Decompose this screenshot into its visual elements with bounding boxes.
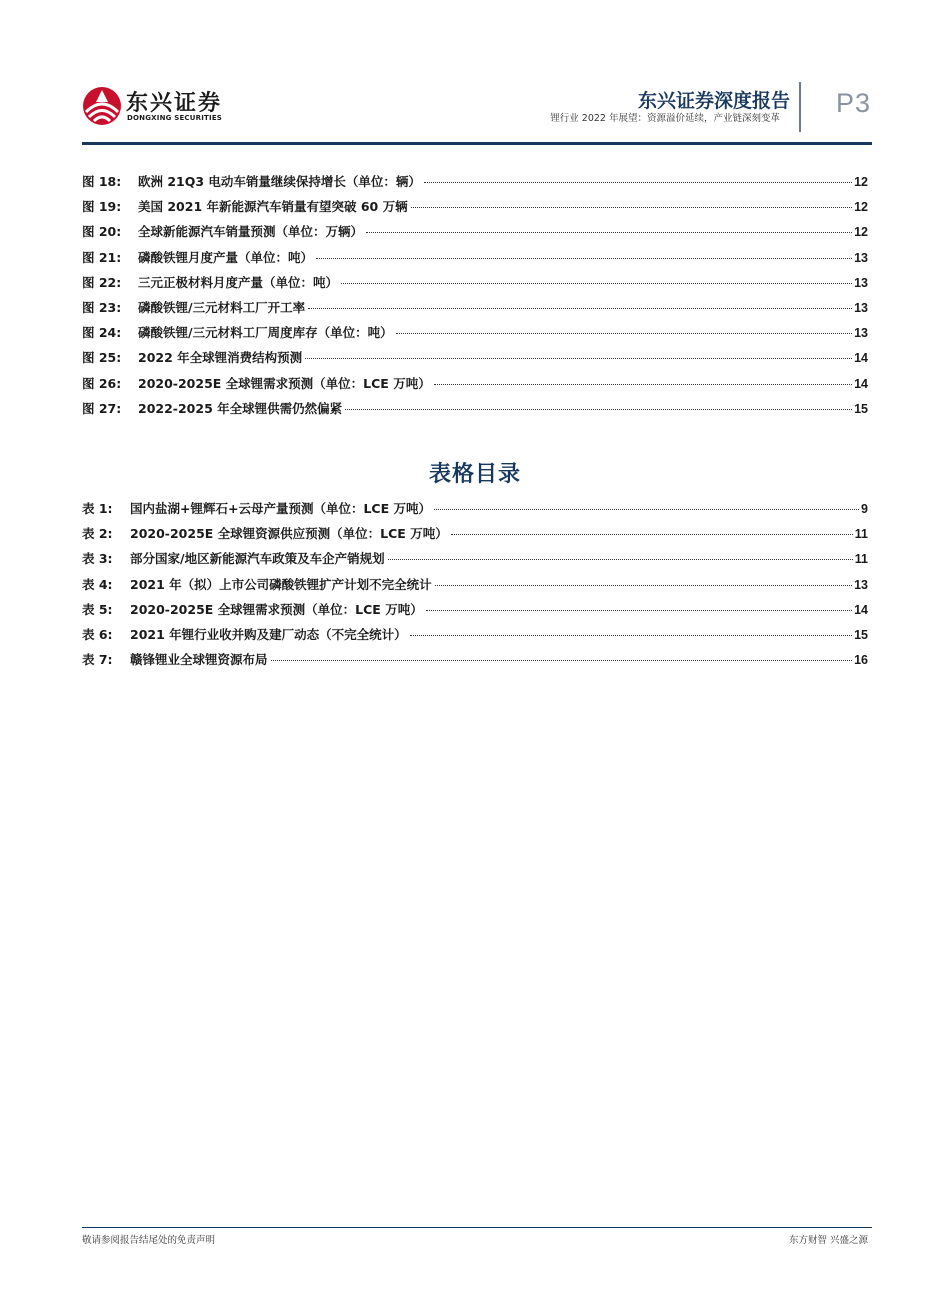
dot-leader	[316, 258, 852, 259]
table-page: 11	[854, 552, 868, 567]
dot-leader	[451, 534, 853, 535]
table-page: 14	[854, 602, 868, 617]
figure-label: 图 26:	[82, 375, 122, 391]
figure-list-item[interactable]	[82, 172, 868, 197]
dot-leader	[426, 610, 852, 611]
table-label: 表 1:	[82, 501, 113, 516]
header-divider	[799, 82, 801, 132]
dot-leader	[434, 384, 852, 385]
table-list	[82, 499, 868, 675]
table-list-item[interactable]	[82, 549, 868, 574]
figure-label: 图 23:	[82, 299, 122, 315]
figure-title: 欧洲 21Q3 电动车销量继续保持增长（单位：辆）	[138, 174, 421, 189]
figure-list	[82, 172, 868, 424]
figure-label: 图 25:	[82, 350, 122, 366]
report-subtitle: 锂行业 2022 年展望：资源溢价延续，产业链深刻变革	[550, 113, 780, 124]
figure-list-item[interactable]	[82, 298, 868, 323]
figure-label: 图 24:	[82, 325, 122, 341]
figure-page: 13	[854, 326, 868, 341]
table-page: 9	[861, 502, 868, 516]
figure-title: 2022-2025 年全球锂供需仍然偏紧	[138, 400, 343, 416]
figure-page: 15	[854, 401, 868, 416]
figure-label: 图 22:	[82, 274, 122, 290]
footer-rule	[82, 1227, 872, 1228]
figure-list-item[interactable]	[82, 374, 868, 399]
table-list-item[interactable]	[82, 650, 868, 675]
table-list-item[interactable]	[82, 600, 868, 625]
table-list-item[interactable]	[82, 625, 868, 650]
page-number: P3	[836, 88, 872, 118]
table-label: 表 4:	[82, 576, 113, 592]
figure-page: 12	[854, 200, 868, 215]
report-type: 东兴证券深度报告	[637, 90, 790, 112]
figure-title: 磷酸铁锂/三元材料工厂开工率	[138, 299, 306, 315]
table-title: 赣锋锂业全球锂资源布局	[130, 652, 268, 668]
dongxing-logo-icon	[82, 86, 122, 126]
figure-title: 三元正极材料月度产量（单位：吨）	[138, 274, 339, 290]
figure-list-item[interactable]	[82, 197, 868, 222]
dot-leader	[434, 509, 859, 510]
dot-leader	[345, 409, 852, 410]
header-rule	[82, 142, 872, 145]
figure-title: 全球新能源汽车销量预测（单位：万辆）	[138, 224, 364, 240]
table-title: 2020-2025E 全球锂资源供应预测（单位：LCE 万吨）	[130, 526, 448, 542]
figure-list-item[interactable]	[82, 399, 868, 424]
figure-page: 13	[854, 275, 868, 290]
figure-label: 图 19:	[82, 199, 122, 215]
figure-list-item[interactable]	[82, 273, 868, 298]
dot-leader	[411, 207, 853, 208]
figure-page: 13	[854, 300, 868, 315]
table-label: 表 2:	[82, 526, 113, 542]
table-list-heading: 表格目录	[428, 462, 521, 487]
figure-list-item[interactable]	[82, 323, 868, 348]
dot-leader	[410, 635, 852, 636]
table-label: 表 3:	[82, 551, 113, 567]
footer-disclaimer: 敬请参阅报告结尾处的免责声明	[82, 1235, 216, 1246]
table-page: 16	[854, 653, 868, 668]
table-page: 13	[854, 577, 868, 592]
figure-page: 12	[854, 225, 868, 240]
figure-label: 图 27:	[82, 400, 122, 416]
figure-page: 12	[854, 175, 868, 189]
figure-list-item[interactable]	[82, 348, 868, 373]
logo-english-name: DONGXING SECURITIES	[127, 114, 223, 122]
table-title: 2021 年锂行业收并购及建厂动态（不完全统计）	[130, 626, 407, 642]
table-label: 表 6:	[82, 626, 113, 642]
dot-leader	[341, 283, 852, 284]
page-header	[0, 0, 950, 150]
dot-leader	[435, 585, 852, 586]
figure-title: 磷酸铁锂月度产量（单位：吨）	[138, 249, 314, 265]
dot-leader	[305, 358, 852, 359]
table-list-item[interactable]	[82, 524, 868, 549]
logo-chinese-name: 东兴证券	[126, 91, 223, 116]
table-title: 2020-2025E 全球锂需求预测（单位：LCE 万吨）	[130, 601, 423, 617]
table-title: 2021 年（拟）上市公司磷酸铁锂扩产计划不完全统计	[130, 576, 432, 592]
table-page: 15	[854, 627, 868, 642]
table-list-item[interactable]	[82, 499, 868, 524]
dot-leader	[424, 182, 852, 183]
dot-leader	[388, 559, 853, 560]
figure-label: 图 18:	[82, 174, 122, 189]
table-title: 国内盐湖+锂辉石+云母产量预测（单位：LCE 万吨）	[130, 501, 431, 516]
figure-label: 图 20:	[82, 224, 122, 240]
table-list-item[interactable]	[82, 575, 868, 600]
table-label: 表 5:	[82, 601, 113, 617]
figure-label: 图 21:	[82, 249, 122, 265]
table-page: 11	[854, 527, 868, 542]
dot-leader	[396, 333, 853, 334]
figure-list-item[interactable]	[82, 222, 868, 247]
figure-page: 13	[854, 250, 868, 265]
figure-page: 14	[854, 376, 868, 391]
figure-title: 2020-2025E 全球锂需求预测（单位：LCE 万吨）	[138, 375, 431, 391]
figure-title: 美国 2021 年新能源汽车销量有望突破 60 万辆	[138, 199, 408, 215]
dot-leader	[271, 660, 853, 661]
dot-leader	[308, 308, 852, 309]
figure-title: 磷酸铁锂/三元材料工厂周度库存（单位：吨）	[138, 325, 393, 341]
footer-slogan: 东方财智 兴盛之源	[788, 1235, 868, 1246]
figure-list-item[interactable]	[82, 248, 868, 273]
table-title: 部分国家/地区新能源汽车政策及车企产销规划	[130, 551, 385, 567]
table-label: 表 7:	[82, 652, 113, 668]
dot-leader	[366, 232, 852, 233]
figure-page: 14	[854, 351, 868, 366]
figure-title: 2022 年全球锂消费结构预测	[138, 350, 303, 366]
